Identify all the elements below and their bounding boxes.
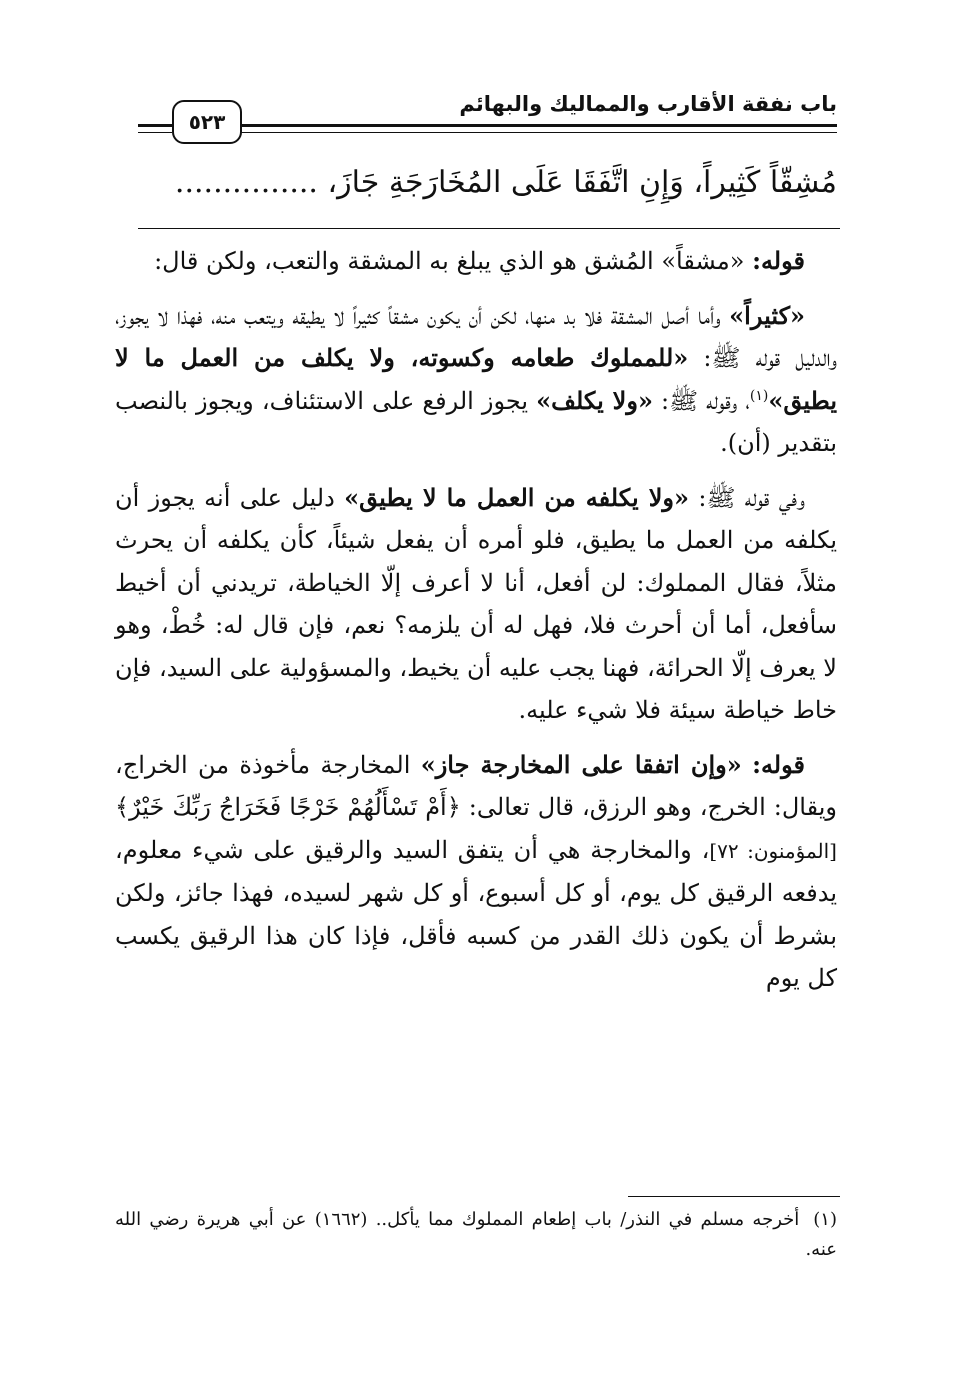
paragraph-4 [115, 744, 837, 1000]
paragraph-text: ، والمخارجة هي أن يتفق السيد والرقيق على شيء معلوم، يدفعه الرقيق كل يوم، أو كل أسبوع، أو كل شهر لسيده، فهذا جائز، ولكن بشرط أن يكون ذلك القدر من كسبه فأقل، فإذا كان هذا الرقيق يكسب كل يوم [115, 835, 837, 992]
header-rule-left-thin [138, 132, 172, 133]
footnote-number: (١) [813, 1209, 837, 1230]
running-header-title: باب نفقة الأقارب والمماليك والبهائم [459, 92, 837, 116]
commentary-body [115, 240, 837, 1012]
footnote [115, 1205, 837, 1265]
paragraph-2 [115, 295, 837, 465]
quoted-term: «مشقاً» [661, 247, 745, 275]
paragraph-text: وأما أصل المشقة فلا بد منها، لكن أن يكون مشقاً كثيراً لا يطيقه ويتعب منه، فهذا لا يجوز، والدليل قوله ﷺ: [115, 301, 837, 372]
paragraph-text: يجوز الرفع على الاستئناف، ويجوز بالنصب بتقدير (أن). [115, 386, 837, 457]
hadith-text: «ولا يكلفه من العمل ما لا يطيق» [344, 482, 690, 512]
verse-reference: [المؤمنون: ٧٢] [709, 838, 837, 863]
footnote-text: أخرجه مسلم في النذر/ باب إطعام المملوك مما يأكل.. (١٦٦٢) عن أبي هريرة رضي الله عنه. [115, 1209, 837, 1260]
paragraph-text: المخارجة مأخوذة من الخراج، ويقال: الخرج، وهو الرزق، قال تعالى: [115, 750, 837, 821]
header-rule-left [138, 124, 172, 127]
matn-separator [138, 228, 840, 229]
paragraph-text: دليل على أنه يجوز أن يكلفه من العمل ما يطيق، فلو أمره أن يفعل شيئاً، كأن يكلفه أن يحرث مثلاً، فقال المملوك: لن أفعل، أنا لا أعرف إلّا الخياطة، تريدني أن أخيط سأفعل، أما أن أحرث فلا، فهل له أن يلزمه؟ نعم، فإن قال له: خُطْ، وهو لا يعرف إلّا الحرائة، فهنا يجب عليه أن يخيط، والمسؤولية على السيد، فإن خاط خياطة سيئة فلا شيء عليه. [114, 483, 837, 724]
footnote-reference: (١) [749, 387, 769, 404]
page-number: ٥٢٣ [172, 100, 242, 144]
paragraph-3 [115, 477, 837, 732]
paragraph-1 [115, 240, 837, 283]
paragraph-text: المُشق هو الذي يبلغ به المشقة والتعب، ولكن قال: [154, 247, 662, 275]
footnote-separator [628, 1196, 840, 1197]
hadith-text: «للمملوك طعامه وكسوته، ولا يكلف من العمل ما لا يطيق» [115, 343, 838, 415]
paragraph-text: وفي قوله ﷺ: [689, 483, 806, 512]
quran-verse: ﴿أَمْ تَسْأَلُهُمْ خَرْجًا فَخَرَاجُ رَبِّكَ خَيْرٌ﴾ [115, 793, 461, 821]
quoted-term: «وإن اتفقا على المخارجة جاز» [420, 749, 742, 779]
quoted-term: «كثيراً» [729, 300, 805, 330]
hadith-text: «ولا يكلف» [536, 385, 653, 415]
matn-text: مُشِقّاً كَثِيراً، وَإِنِ اتَّفَقَا عَلَى المُخَارَجَةِ جَازَ، ............... [174, 165, 837, 200]
qawluhu-label: قوله: [752, 749, 805, 779]
header-rule-thin [238, 132, 837, 133]
qawluhu-label: قوله: [752, 246, 805, 275]
header-rule [238, 124, 837, 127]
paragraph-text: ، وقوله ﷺ: [652, 386, 750, 415]
